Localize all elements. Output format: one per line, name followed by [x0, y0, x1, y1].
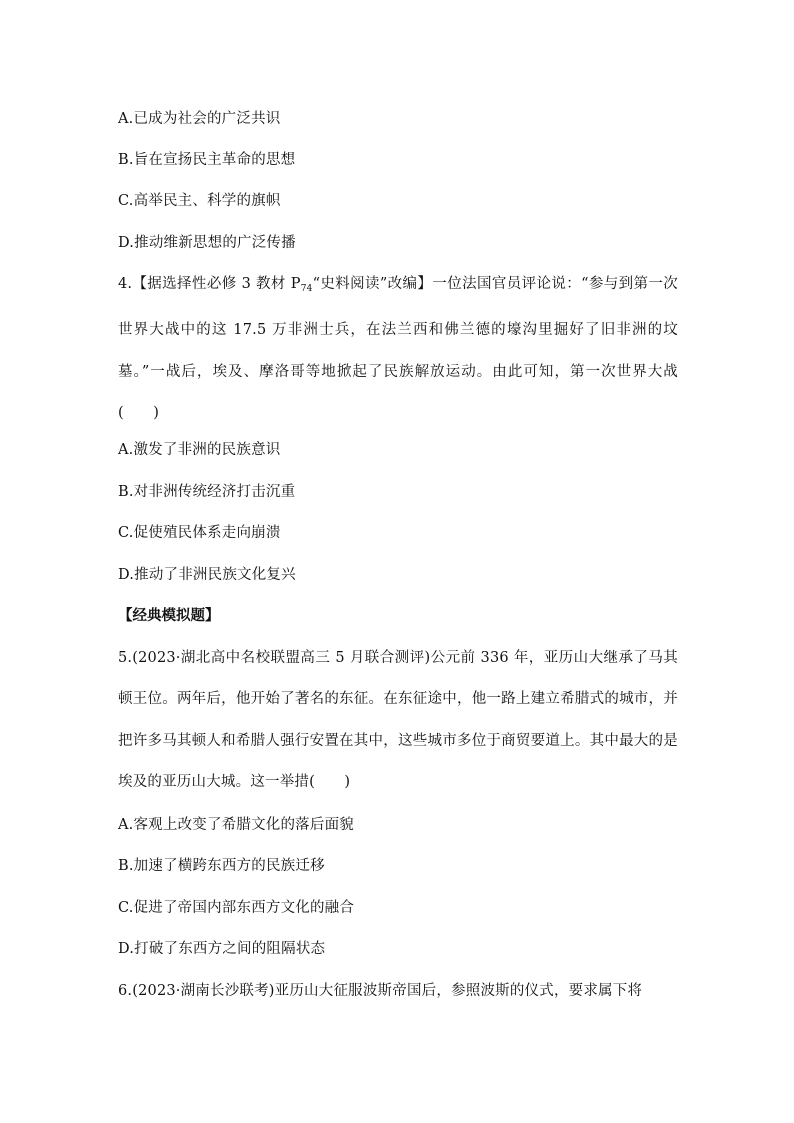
q4-stem-prefix: 4.【据选择性必修 3 教材 P — [118, 276, 301, 292]
q3-option-a: A.已成为社会的广泛共识 — [118, 111, 281, 127]
q5-option-b: B.加速了横跨东西方的民族迁移 — [118, 858, 325, 874]
section-title: 【经典模拟题】 — [118, 607, 220, 624]
q3-option-d: D.推动维新思想的广泛传播 — [118, 235, 296, 251]
q4-option-d: D.推动了非洲民族文化复兴 — [118, 567, 296, 583]
q5-option-d: D.打破了东西方之间的阻隔状态 — [118, 941, 326, 957]
q5-option-a: A.客观上改变了希腊文化的落后面貌 — [118, 817, 354, 833]
q5-option-c: C.促进了帝国内部东西方文化的融合 — [118, 900, 355, 916]
q4-stem-page-subscript: 74 — [300, 284, 313, 294]
q3-option-b: B.旨在宣扬民主革命的思想 — [118, 152, 296, 168]
q4-option-a: A.激发了非洲的民族意识 — [118, 442, 281, 458]
q6-stem: 6.(2023·湖南长沙联考)亚历山大征服波斯帝国后，参照波斯的仪式，要求属下将 — [118, 983, 643, 999]
q4-stem — [118, 264, 678, 434]
q4-option-b: B.对非洲传统经济打击沉重 — [118, 484, 296, 500]
q5-stem: 5.(2023·湖北高中名校联盟高三 5 月联合测评)公元前 336 年，亚历山大继承了马其顿王位。两年后，他开始了著名的东征。在东征途中，他一路上建立希腊式的城市，并把许多马其顿人和希腊人强行安置在其中，这些城市多位于商贸要道上。其中最大的是埃及的亚历山大城。这一举措( ) — [118, 650, 678, 790]
q3-option-c: C.高举民主、科学的旗帜 — [118, 193, 281, 209]
q4-option-c: C.促使殖民体系走向崩溃 — [118, 525, 281, 541]
q4-stem-body: “史料阅读”改编】一位法国官员评论说：“参与到第一次世界大战中的这 17.5 万非洲士兵，在法兰西和佛兰德的壕沟里掘好了旧非洲的坟墓。”一战后，埃及、摩洛哥等地掀起了民族解放运动。由此可知，第一次世界大战( ) — [118, 276, 679, 421]
